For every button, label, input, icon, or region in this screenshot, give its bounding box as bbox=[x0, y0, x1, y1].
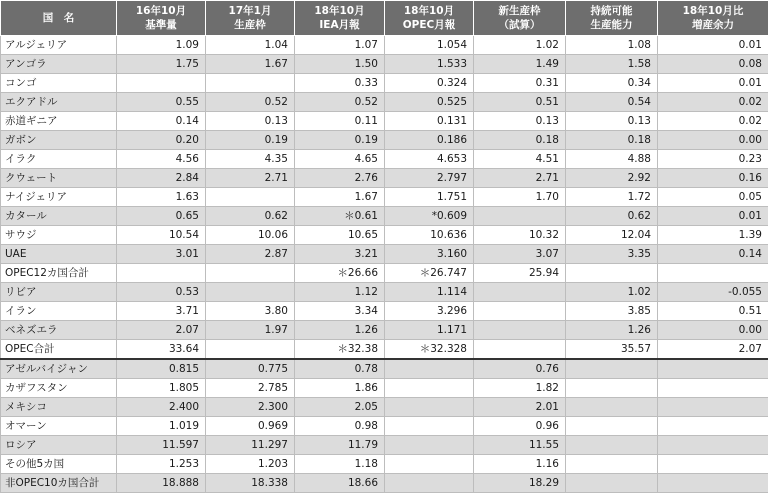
country-name-cell: カタール bbox=[1, 207, 117, 226]
value-cell: 1.75 bbox=[117, 55, 206, 74]
table-row bbox=[1, 417, 768, 436]
table-row bbox=[1, 131, 768, 150]
country-name-cell: イラク bbox=[1, 150, 117, 169]
value-cell bbox=[385, 474, 474, 493]
value-cell: 2.87 bbox=[206, 245, 295, 264]
table-row bbox=[1, 245, 768, 264]
table-row bbox=[1, 302, 768, 321]
value-cell: 0.52 bbox=[206, 93, 295, 112]
country-name-cell: サウジ bbox=[1, 226, 117, 245]
value-cell: 18.888 bbox=[117, 474, 206, 493]
country-name-cell: ナイジェリア bbox=[1, 188, 117, 207]
value-cell: 2.797 bbox=[385, 169, 474, 188]
header-baseline-2016-10 bbox=[117, 1, 206, 36]
value-cell: 1.26 bbox=[295, 321, 385, 340]
table-row bbox=[1, 474, 768, 493]
value-cell: ＊26.747 bbox=[385, 264, 474, 283]
value-cell: 10.32 bbox=[474, 226, 566, 245]
value-cell: 1.18 bbox=[295, 455, 385, 474]
value-cell: 0.11 bbox=[295, 112, 385, 131]
value-cell: 0.05 bbox=[658, 188, 768, 207]
value-cell: 10.636 bbox=[385, 226, 474, 245]
value-cell: 35.57 bbox=[566, 340, 658, 360]
value-cell: 0.00 bbox=[658, 131, 768, 150]
value-cell: 0.31 bbox=[474, 74, 566, 93]
value-cell: 1.114 bbox=[385, 283, 474, 302]
value-cell: 4.88 bbox=[566, 150, 658, 169]
value-cell: 0.62 bbox=[206, 207, 295, 226]
value-cell: 1.019 bbox=[117, 417, 206, 436]
value-cell: 1.04 bbox=[206, 36, 295, 55]
value-cell: 4.65 bbox=[295, 150, 385, 169]
value-cell: 0.54 bbox=[566, 93, 658, 112]
value-cell: 0.55 bbox=[117, 93, 206, 112]
value-cell: 2.785 bbox=[206, 379, 295, 398]
value-cell: 0.13 bbox=[566, 112, 658, 131]
value-cell: 2.71 bbox=[474, 169, 566, 188]
value-cell: 11.55 bbox=[474, 436, 566, 455]
value-cell bbox=[385, 379, 474, 398]
header-line1: 18年10月比 bbox=[660, 4, 766, 18]
value-cell: 3.160 bbox=[385, 245, 474, 264]
table-row bbox=[1, 340, 768, 360]
value-cell: 0.01 bbox=[658, 36, 768, 55]
table-row bbox=[1, 398, 768, 417]
value-cell bbox=[206, 264, 295, 283]
value-cell: 2.92 bbox=[566, 169, 658, 188]
value-cell: 1.253 bbox=[117, 455, 206, 474]
value-cell: 3.07 bbox=[474, 245, 566, 264]
value-cell: 10.65 bbox=[295, 226, 385, 245]
country-name-cell: その他5カ国 bbox=[1, 455, 117, 474]
country-name-cell: OPEC合計 bbox=[1, 340, 117, 360]
value-cell: 1.58 bbox=[566, 55, 658, 74]
value-cell: 1.12 bbox=[295, 283, 385, 302]
table-row bbox=[1, 207, 768, 226]
value-cell: 0.16 bbox=[658, 169, 768, 188]
value-cell: 2.07 bbox=[658, 340, 768, 360]
value-cell: 1.02 bbox=[474, 36, 566, 55]
value-cell: 0.34 bbox=[566, 74, 658, 93]
header-line2: IEA月報 bbox=[297, 18, 382, 32]
country-name-cell: オマーン bbox=[1, 417, 117, 436]
value-cell: 3.35 bbox=[566, 245, 658, 264]
value-cell: 0.53 bbox=[117, 283, 206, 302]
value-cell bbox=[566, 398, 658, 417]
header-line2: OPEC月報 bbox=[387, 18, 471, 32]
value-cell bbox=[206, 188, 295, 207]
country-name-cell: クウェート bbox=[1, 169, 117, 188]
value-cell: 2.400 bbox=[117, 398, 206, 417]
header-quota-2017-01 bbox=[206, 1, 295, 36]
value-cell bbox=[206, 340, 295, 360]
value-cell: 3.01 bbox=[117, 245, 206, 264]
country-name-cell: ベネズエラ bbox=[1, 321, 117, 340]
value-cell: 18.66 bbox=[295, 474, 385, 493]
header-line2: （試算） bbox=[476, 18, 563, 32]
country-name-cell: アンゴラ bbox=[1, 55, 117, 74]
value-cell: 0.19 bbox=[206, 131, 295, 150]
value-cell: 0.13 bbox=[206, 112, 295, 131]
value-cell: 2.71 bbox=[206, 169, 295, 188]
value-cell: 0.98 bbox=[295, 417, 385, 436]
table-row bbox=[1, 455, 768, 474]
header-country-label: 国 名 bbox=[3, 11, 114, 25]
value-cell: 1.82 bbox=[474, 379, 566, 398]
value-cell: 0.96 bbox=[474, 417, 566, 436]
value-cell: 2.05 bbox=[295, 398, 385, 417]
header-spare-capacity bbox=[658, 1, 768, 36]
value-cell bbox=[566, 436, 658, 455]
value-cell bbox=[474, 207, 566, 226]
value-cell: -0.055 bbox=[658, 283, 768, 302]
value-cell: 18.29 bbox=[474, 474, 566, 493]
country-name-cell: アルジェリア bbox=[1, 36, 117, 55]
value-cell bbox=[566, 264, 658, 283]
value-cell: 1.67 bbox=[206, 55, 295, 74]
value-cell: 33.64 bbox=[117, 340, 206, 360]
header-line2: 生産枠 bbox=[208, 18, 292, 32]
value-cell: 0.00 bbox=[658, 321, 768, 340]
value-cell bbox=[385, 359, 474, 379]
value-cell: 0.51 bbox=[658, 302, 768, 321]
value-cell: 1.16 bbox=[474, 455, 566, 474]
value-cell: 10.06 bbox=[206, 226, 295, 245]
country-name-cell: メキシコ bbox=[1, 398, 117, 417]
value-cell: 1.203 bbox=[206, 455, 295, 474]
header-line1: 16年10月 bbox=[119, 4, 203, 18]
value-cell bbox=[658, 264, 768, 283]
value-cell bbox=[566, 474, 658, 493]
value-cell: ＊32.328 bbox=[385, 340, 474, 360]
value-cell bbox=[474, 340, 566, 360]
table-row bbox=[1, 112, 768, 131]
country-name-cell: 非OPEC10カ国合計 bbox=[1, 474, 117, 493]
value-cell: 1.533 bbox=[385, 55, 474, 74]
value-cell: 0.20 bbox=[117, 131, 206, 150]
country-name-cell: 赤道ギニア bbox=[1, 112, 117, 131]
table-row bbox=[1, 36, 768, 55]
value-cell: 0.62 bbox=[566, 207, 658, 226]
value-cell: 0.02 bbox=[658, 93, 768, 112]
value-cell bbox=[658, 436, 768, 455]
value-cell: *0.609 bbox=[385, 207, 474, 226]
table-row bbox=[1, 226, 768, 245]
value-cell: 11.79 bbox=[295, 436, 385, 455]
value-cell bbox=[566, 417, 658, 436]
value-cell: 10.54 bbox=[117, 226, 206, 245]
table-row bbox=[1, 283, 768, 302]
value-cell: 1.70 bbox=[474, 188, 566, 207]
value-cell: 11.297 bbox=[206, 436, 295, 455]
header-line2: 増産余力 bbox=[660, 18, 766, 32]
value-cell: 0.969 bbox=[206, 417, 295, 436]
value-cell: 18.338 bbox=[206, 474, 295, 493]
value-cell: 0.775 bbox=[206, 359, 295, 379]
value-cell: 4.56 bbox=[117, 150, 206, 169]
table-row bbox=[1, 436, 768, 455]
header-line2: 生産能力 bbox=[568, 18, 655, 32]
table-row bbox=[1, 188, 768, 207]
value-cell: 0.01 bbox=[658, 74, 768, 93]
table-row bbox=[1, 74, 768, 93]
value-cell: 12.04 bbox=[566, 226, 658, 245]
header-new-quota-estimate bbox=[474, 1, 566, 36]
value-cell: 3.21 bbox=[295, 245, 385, 264]
value-cell bbox=[385, 417, 474, 436]
value-cell: 3.34 bbox=[295, 302, 385, 321]
value-cell: 0.01 bbox=[658, 207, 768, 226]
country-name-cell: リビア bbox=[1, 283, 117, 302]
value-cell bbox=[474, 321, 566, 340]
value-cell bbox=[385, 398, 474, 417]
value-cell: 3.85 bbox=[566, 302, 658, 321]
value-cell: 1.97 bbox=[206, 321, 295, 340]
value-cell: 1.63 bbox=[117, 188, 206, 207]
value-cell bbox=[385, 436, 474, 455]
value-cell: 1.49 bbox=[474, 55, 566, 74]
table-row bbox=[1, 321, 768, 340]
value-cell: 1.39 bbox=[658, 226, 768, 245]
value-cell bbox=[206, 283, 295, 302]
value-cell bbox=[658, 455, 768, 474]
value-cell: 0.525 bbox=[385, 93, 474, 112]
table-header bbox=[1, 1, 768, 36]
header-row bbox=[1, 1, 768, 36]
country-name-cell: アゼルバイジャン bbox=[1, 359, 117, 379]
value-cell: 1.67 bbox=[295, 188, 385, 207]
value-cell: 1.86 bbox=[295, 379, 385, 398]
value-cell: 0.19 bbox=[295, 131, 385, 150]
value-cell: 0.14 bbox=[117, 112, 206, 131]
value-cell: 1.02 bbox=[566, 283, 658, 302]
header-line1: 18年10月 bbox=[297, 4, 382, 18]
value-cell bbox=[658, 379, 768, 398]
value-cell: 1.07 bbox=[295, 36, 385, 55]
value-cell: 2.76 bbox=[295, 169, 385, 188]
value-cell: 1.26 bbox=[566, 321, 658, 340]
value-cell: 2.07 bbox=[117, 321, 206, 340]
value-cell bbox=[566, 359, 658, 379]
value-cell: 1.50 bbox=[295, 55, 385, 74]
value-cell: ＊32.38 bbox=[295, 340, 385, 360]
value-cell: ＊26.66 bbox=[295, 264, 385, 283]
country-name-cell: ロシア bbox=[1, 436, 117, 455]
value-cell: 4.51 bbox=[474, 150, 566, 169]
value-cell: 3.80 bbox=[206, 302, 295, 321]
value-cell: 2.300 bbox=[206, 398, 295, 417]
value-cell bbox=[566, 379, 658, 398]
value-cell: 3.296 bbox=[385, 302, 474, 321]
value-cell: 0.52 bbox=[295, 93, 385, 112]
value-cell bbox=[658, 417, 768, 436]
value-cell: 0.324 bbox=[385, 74, 474, 93]
value-cell: 0.13 bbox=[474, 112, 566, 131]
value-cell: 0.23 bbox=[658, 150, 768, 169]
value-cell bbox=[117, 264, 206, 283]
country-name-cell: UAE bbox=[1, 245, 117, 264]
value-cell bbox=[206, 74, 295, 93]
value-cell bbox=[658, 398, 768, 417]
country-name-cell: OPEC12カ国合計 bbox=[1, 264, 117, 283]
value-cell: 0.18 bbox=[566, 131, 658, 150]
value-cell: 1.08 bbox=[566, 36, 658, 55]
table-row bbox=[1, 169, 768, 188]
value-cell: 1.805 bbox=[117, 379, 206, 398]
country-name-cell: ガボン bbox=[1, 131, 117, 150]
value-cell bbox=[658, 359, 768, 379]
country-name-cell: エクアドル bbox=[1, 93, 117, 112]
value-cell bbox=[658, 474, 768, 493]
value-cell: 0.51 bbox=[474, 93, 566, 112]
value-cell bbox=[566, 455, 658, 474]
value-cell: 4.35 bbox=[206, 150, 295, 169]
country-name-cell: カザフスタン bbox=[1, 379, 117, 398]
country-name-cell: コンゴ bbox=[1, 74, 117, 93]
value-cell: 0.76 bbox=[474, 359, 566, 379]
value-cell: 2.01 bbox=[474, 398, 566, 417]
value-cell: 1.09 bbox=[117, 36, 206, 55]
header-opec-2018-10 bbox=[385, 1, 474, 36]
value-cell: 3.71 bbox=[117, 302, 206, 321]
value-cell: 0.186 bbox=[385, 131, 474, 150]
value-cell: 2.84 bbox=[117, 169, 206, 188]
value-cell: 4.653 bbox=[385, 150, 474, 169]
table-row bbox=[1, 93, 768, 112]
table-body bbox=[1, 36, 768, 493]
value-cell: 1.72 bbox=[566, 188, 658, 207]
value-cell bbox=[474, 302, 566, 321]
value-cell: 1.054 bbox=[385, 36, 474, 55]
table-row bbox=[1, 359, 768, 379]
header-iea-2018-10 bbox=[295, 1, 385, 36]
table-row bbox=[1, 55, 768, 74]
header-sustainable-capacity bbox=[566, 1, 658, 36]
header-line2: 基準量 bbox=[119, 18, 203, 32]
value-cell: 0.131 bbox=[385, 112, 474, 131]
table-row bbox=[1, 264, 768, 283]
header-line1: 18年10月 bbox=[387, 4, 471, 18]
table-row bbox=[1, 379, 768, 398]
value-cell: 0.14 bbox=[658, 245, 768, 264]
country-name-cell: イラン bbox=[1, 302, 117, 321]
value-cell: 0.02 bbox=[658, 112, 768, 131]
value-cell: 25.94 bbox=[474, 264, 566, 283]
value-cell: 1.751 bbox=[385, 188, 474, 207]
value-cell: 11.597 bbox=[117, 436, 206, 455]
header-line1: 持続可能 bbox=[568, 4, 655, 18]
value-cell: 0.78 bbox=[295, 359, 385, 379]
value-cell: 0.815 bbox=[117, 359, 206, 379]
table-row bbox=[1, 150, 768, 169]
value-cell: 0.18 bbox=[474, 131, 566, 150]
value-cell: 0.33 bbox=[295, 74, 385, 93]
header-line1: 新生産枠 bbox=[476, 4, 563, 18]
value-cell bbox=[474, 283, 566, 302]
header-line1: 17年1月 bbox=[208, 4, 292, 18]
value-cell: 1.171 bbox=[385, 321, 474, 340]
value-cell: ＊0.61 bbox=[295, 207, 385, 226]
value-cell bbox=[385, 455, 474, 474]
value-cell: 0.65 bbox=[117, 207, 206, 226]
value-cell: 0.08 bbox=[658, 55, 768, 74]
header-country bbox=[1, 1, 117, 36]
value-cell bbox=[117, 74, 206, 93]
